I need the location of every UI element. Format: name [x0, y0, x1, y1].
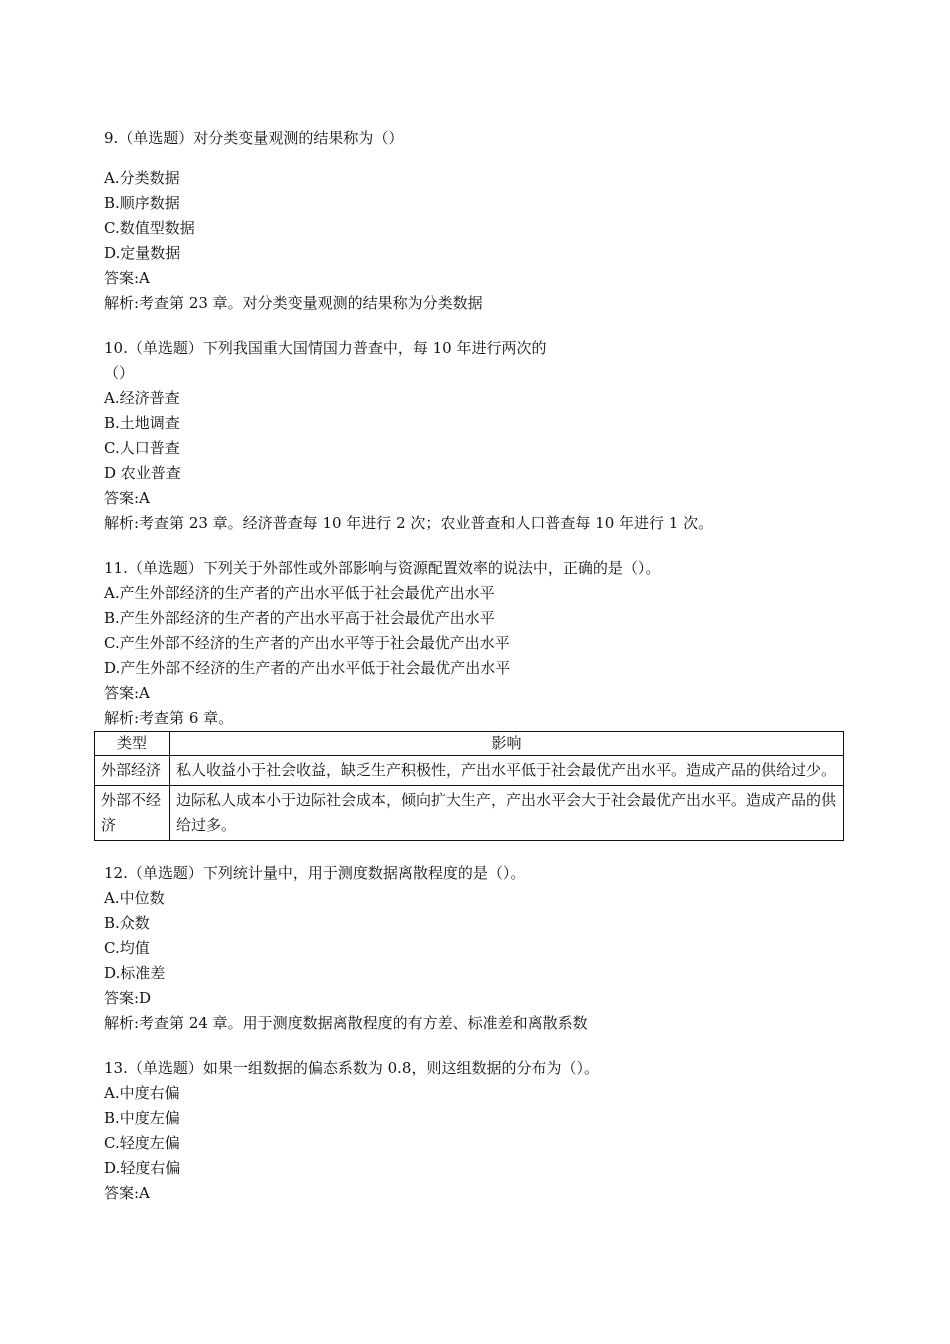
externality-table — [94, 731, 844, 841]
option-d: D.定量数据 — [104, 244, 181, 262]
option-c: C.人口普查 — [104, 439, 180, 457]
option-b: B.产生外部经济的生产者的产出水平高于社会最优产出水平 — [104, 609, 495, 627]
answer: 答案:A — [104, 269, 150, 287]
option-c: C.轻度左偏 — [104, 1134, 180, 1152]
option-d: D.产生外部不经济的生产者的产出水平低于社会最优产出水平 — [104, 659, 511, 677]
question-title: 13.（单选题）如果一组数据的偏态系数为 0.8，则这组数据的分布为（）。 — [104, 1059, 599, 1077]
question-title: 12.（单选题）下列统计量中，用于测度数据离散程度的是（）。 — [104, 864, 526, 882]
question-13 — [104, 1056, 844, 1206]
question-title: 9.（单选题）对分类变量观测的结果称为（） — [104, 129, 404, 147]
table-header-row — [95, 732, 844, 756]
analysis: 解析:考查第 23 章。经济普查每 10 年进行 2 次；农业普查和人口普查每 10 年进行 1 次。 — [104, 514, 714, 532]
question-12 — [104, 861, 844, 1036]
question-title: 11.（单选题）下列关于外部性或外部影响与资源配置效率的说法中，正确的是（）。 — [104, 559, 661, 577]
table-cell-impact: 边际私人成本小于边际社会成本，倾向扩大生产，产出水平会大于社会最优产出水平。造成产品的供给过多。 — [170, 786, 844, 841]
analysis: 解析:考查第 6 章。 — [104, 709, 234, 727]
question-9 — [104, 126, 844, 316]
option-b: B.中度左偏 — [104, 1109, 180, 1127]
option-d: D 农业普查 — [104, 464, 181, 482]
analysis: 解析:考查第 24 章。用于测度数据离散程度的有方差、标准差和离散系数 — [104, 1014, 588, 1032]
table-cell-type: 外部不经济 — [95, 786, 170, 841]
option-c: C.产生外部不经济的生产者的产出水平等于社会最优产出水平 — [104, 634, 510, 652]
option-c: C.均值 — [104, 939, 150, 957]
option-b: B.众数 — [104, 914, 150, 932]
table-cell-impact: 私人收益小于社会收益，缺乏生产积极性，产出水平低于社会最优产出水平。造成产品的供给过少。 — [170, 756, 844, 786]
option-d: D.轻度右偏 — [104, 1159, 181, 1177]
option-d: D.标准差 — [104, 964, 166, 982]
option-a: A.分类数据 — [104, 169, 180, 187]
table-header-impact: 影响 — [170, 732, 844, 756]
option-b: B.顺序数据 — [104, 194, 180, 212]
option-c: C.数值型数据 — [104, 219, 195, 237]
table-cell-type: 外部经济 — [95, 756, 170, 786]
analysis: 解析:考查第 23 章。对分类变量观测的结果称为分类数据 — [104, 294, 483, 312]
option-a: A.中度右偏 — [104, 1084, 180, 1102]
answer: 答案:A — [104, 684, 150, 702]
document-content — [101, 126, 844, 1206]
option-b: B.土地调查 — [104, 414, 180, 432]
question-11 — [101, 556, 844, 841]
answer: 答案:A — [104, 489, 150, 507]
table-header-type: 类型 — [95, 732, 170, 756]
question-title: 10.（单选题）下列我国重大国情国力普查中，每 10 年进行两次的 — [104, 339, 547, 357]
option-a: A.经济普查 — [104, 389, 180, 407]
option-a: A.中位数 — [104, 889, 165, 907]
question-10 — [104, 336, 844, 536]
table-row — [95, 786, 844, 841]
option-a: A.产生外部经济的生产者的产出水平低于社会最优产出水平 — [104, 584, 495, 602]
table-row — [95, 756, 844, 786]
question-title-continued: （） — [104, 364, 135, 382]
answer: 答案:D — [104, 989, 152, 1007]
answer: 答案:A — [104, 1184, 150, 1202]
